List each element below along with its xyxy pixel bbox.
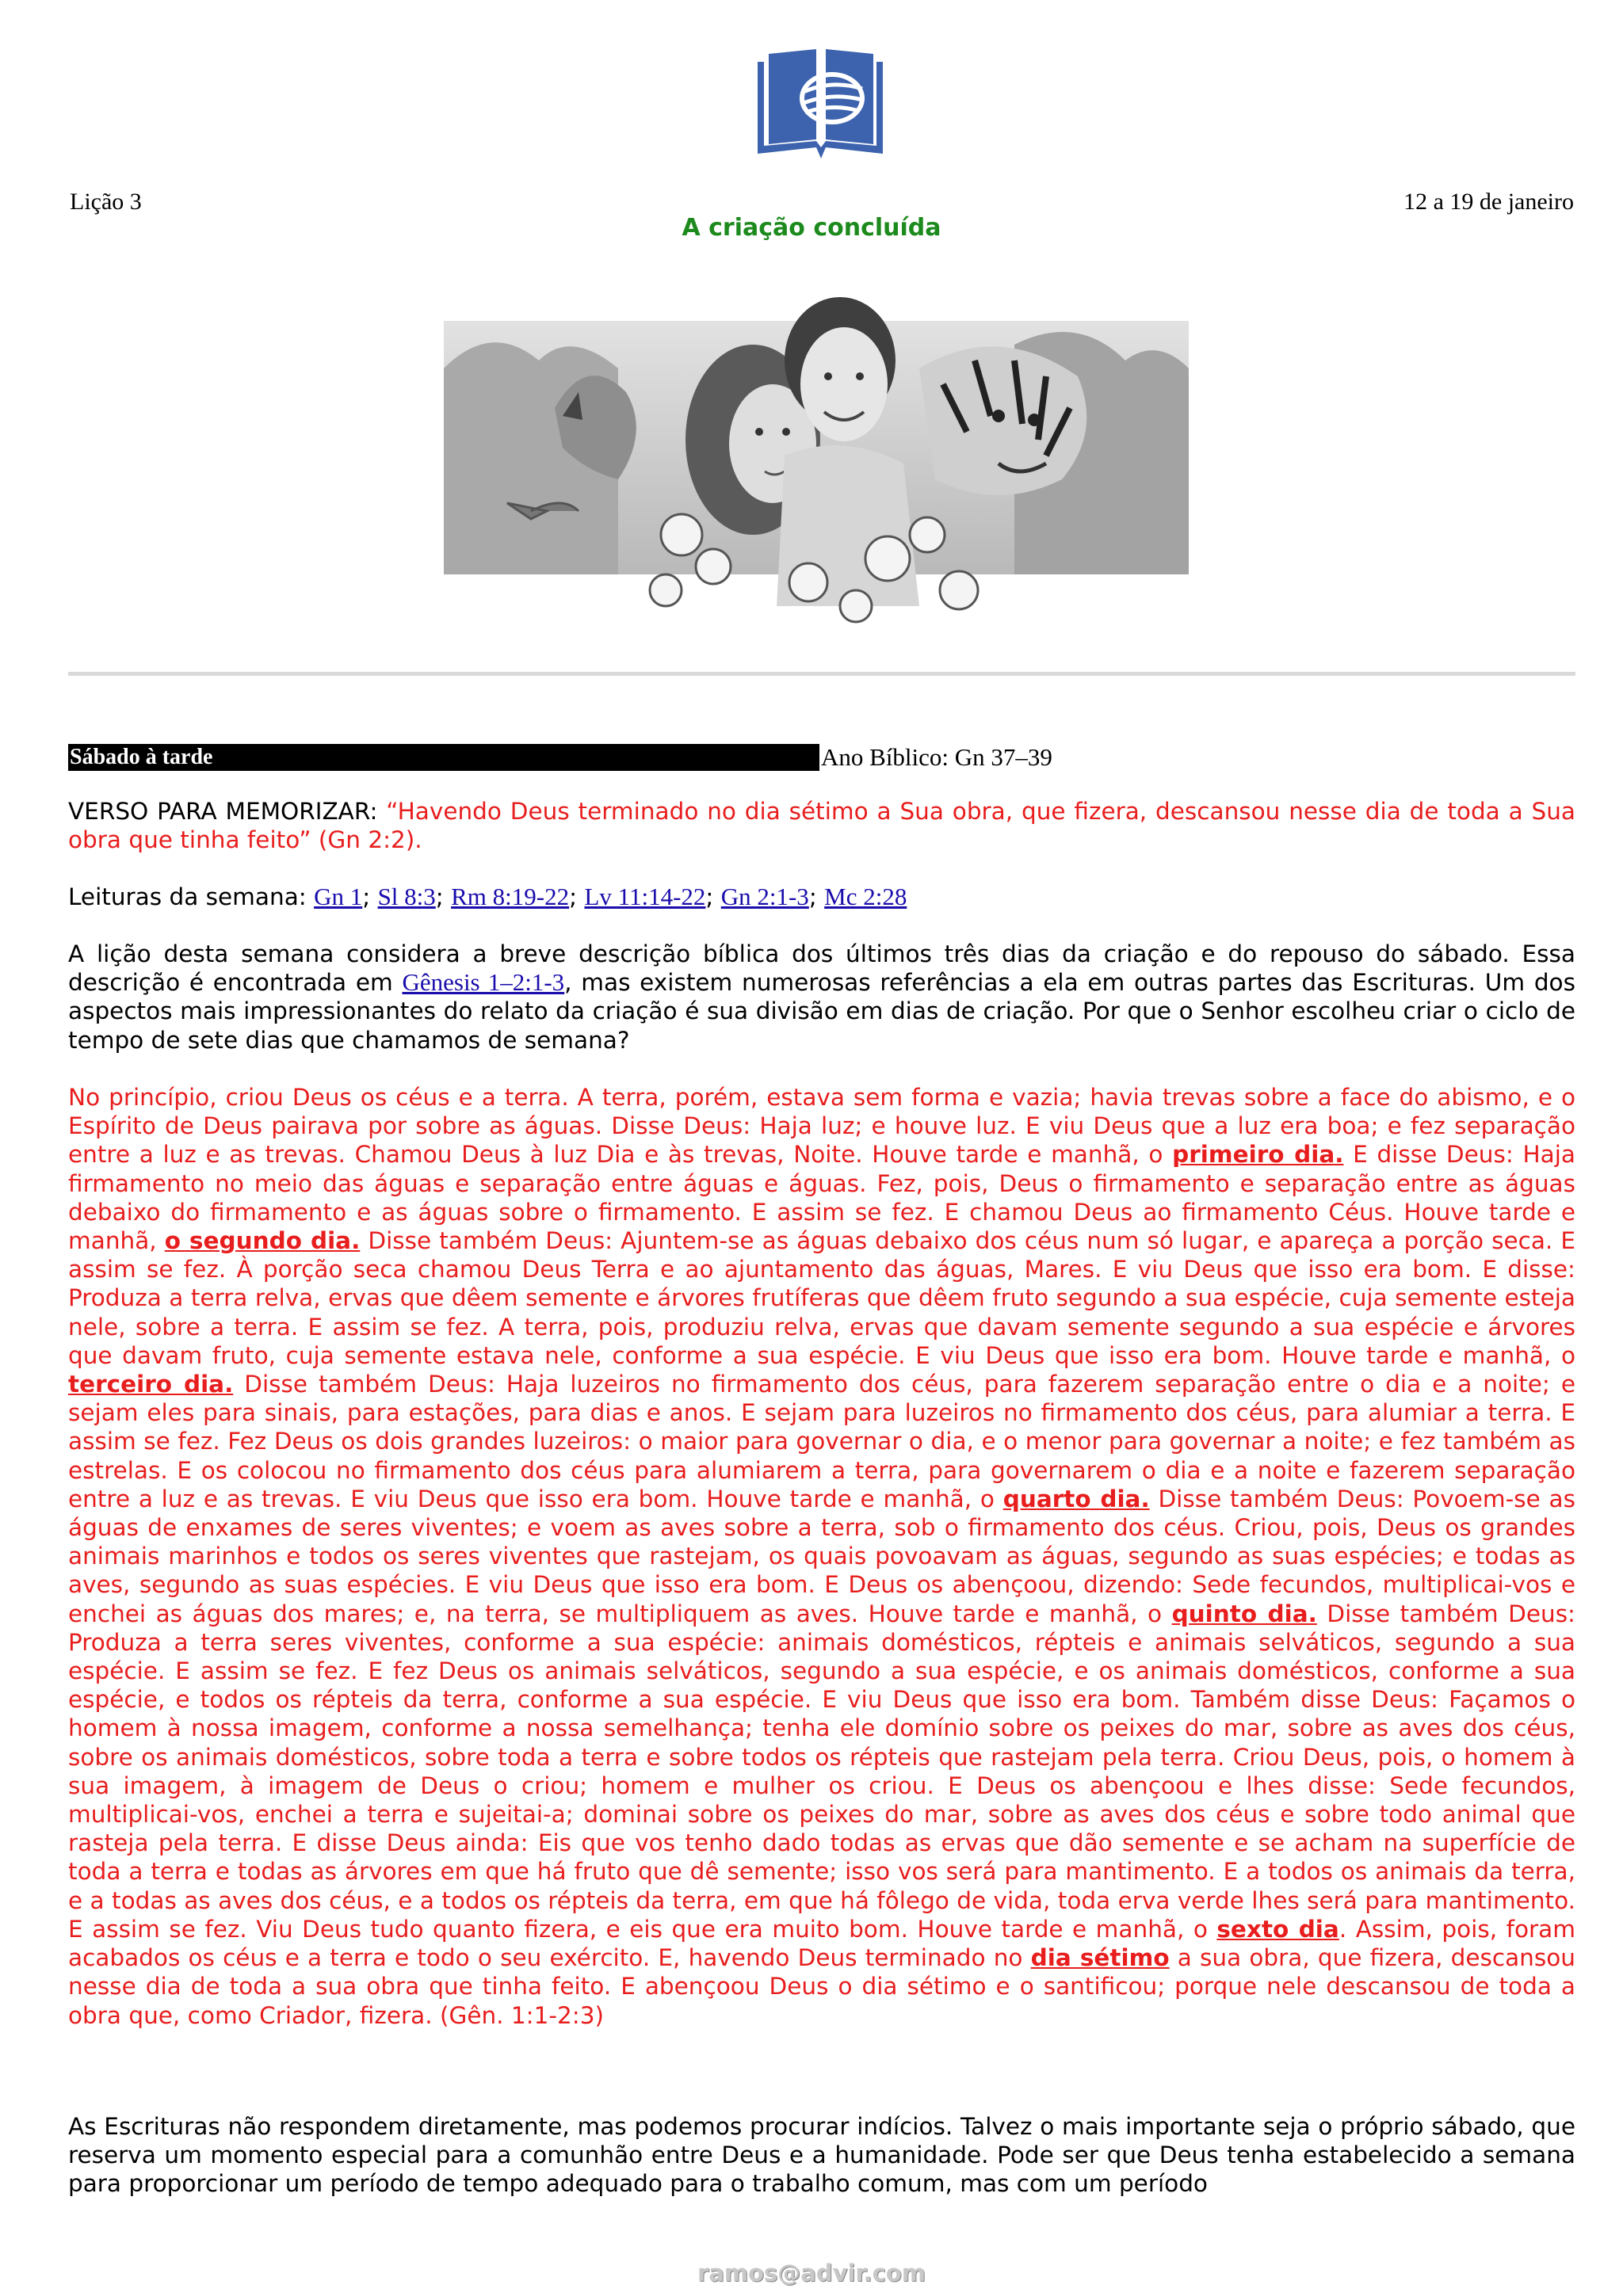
day-highlight-6: sexto dia	[1216, 1915, 1339, 1943]
reading-link[interactable]: Rm 8:19-22	[451, 883, 570, 910]
section-divider	[68, 672, 1575, 676]
day-heading: Sábado à tarde	[68, 744, 819, 771]
day-highlight-4: quarto dia.	[1002, 1485, 1150, 1512]
day-highlight-1: primeiro dia.	[1172, 1141, 1344, 1169]
passage-text: Disse também Deus: Haja luzeiros no firmamento dos céus, para fazerem separação entre o dia e a noite; e sejam eles para sinais, para estações, para dias e anos. E sejam para luzeiros no firmamento dos céus, para alumiar a terra. E assim se fez. Fez Deus os dois grandes luzeiros: o maior para governar o dia, e o menor para governar a noite; e fez também as estrelas. E os colocou no firmamento dos céus para alumiarem a terra, para governarem o dia e a noite e fazerem separação entre a luz e as trevas. E viu Deus que isso era bom. Houve tarde e manhã, o	[68, 1371, 1575, 1512]
weekly-readings: Leituras da semana: Gn 1; Sl 8:3; Rm 8:19-22; Lv 11:14-22; Gn 2:1-3; Mc 2:28	[68, 883, 907, 910]
reading-link[interactable]: Sl 8:3	[377, 883, 436, 910]
passage-text: Disse também Deus: Povoem-se as águas de enxames de seres viventes; e voem as aves sobre a terra, sob o firmamento dos céus. Criou, pois, Deus os grandes animais marinhos e todos os seres viventes que rastejam, os quais povoavam as águas, segundo as suas espécies; e todas as aves, segundo as suas espécies. E viu Deus que isso era bom. E Deus os abençoou, dizendo: Sede fecundos, multiplicai-vos e enchei as águas dos mares; e, na terra, se multipliquem as aves. Houve tarde e manhã, o	[68, 1485, 1575, 1627]
passage-text: . Assim, pois, foram acabados os céus e a terra e todo o seu exército. E, havendo Deus terminado no	[68, 1915, 1575, 1972]
passage-text: Disse também Deus: Ajuntem-se as águas debaixo dos céus num só lugar, e apareça a porção seca. E assim se fez. À porção seca chamou Deus Terra e ao ajuntamento das águas, Mares. E viu Deus que isso era bom. E disse: Produza a terra relva, ervas que dêem semente e árvores frutíferas que dêem fruto segundo a sua espécie, cuja semente esteja nele, sobre a terra. E assim se fez. A terra, pois, produziu relva, ervas que davam semente segundo a sua espécie e árvores que davam fruto, cuja semente estava nele, conforme a sua espécie. E viu Deus que isso era bom. Houve tarde e manhã, o	[68, 1227, 1575, 1369]
open-book-bible-logo-icon	[753, 48, 888, 158]
reading-link[interactable]: Gn 1	[314, 883, 363, 910]
lesson-dates: 12 a 19 de janeiro	[1403, 189, 1574, 215]
day-highlight-7: dia sétimo	[1030, 1944, 1170, 1972]
intro-text: A lição desta semana considera a breve descrição bíblica dos últimos três dias da criação e do repouso do sábado. Essa descrição é encontrada em	[68, 940, 1575, 997]
day-highlight-5: quinto dia.	[1171, 1600, 1317, 1627]
intro-paragraph	[68, 940, 1575, 1055]
passage-text: Disse também Deus: Produza a terra seres viventes, conforme a sua espécie: animais domésticos, répteis e animais selváticos, segundo a sua espécie. E assim se fez. E fez Deus os animais selváticos, segundo a sua espécie, e os animais domésticos, conforme a sua espécie, e todos os répteis da terra, conforme a sua espécie. E viu Deus que isso era bom. Também disse Deus: Façamos o homem à nossa imagem, conforme a nossa semelhança; tenha ele domínio sobre os peixes do mar, sobre as aves dos céus, sobre os animais domésticos, sobre toda a terra e sobre todos os répteis que rastejam pela terra. Criou Deus, pois, o homem à sua imagem, à imagem de Deus o criou; homem e mulher os criou. E Deus os abençoou e lhes disse: Sede fecundos, multiplicai-vos, enchei a terra e sujeitai-a; dominai sobre os peixes do mar, sobre as aves dos céus e sobre todo animal que rasteja pela terra. E disse Deus ainda: Eis que vos tenho dado todas as ervas que dão semente e se acham na superfície de toda a terra e todas as árvores em que há fruto que dê semente; isso vos será para mantimento. E a todos os animais da terra, e a todas as aves dos céus, e a todos os répteis da terra, em que há fôlego de vida, toda erva verde lhes será para mantimento. E assim se fez. Viu Deus tudo quanto fizera, e eis que era muito bom. Houve tarde e manhã, o	[68, 1600, 1576, 1943]
reading-link[interactable]: Mc 2:28	[824, 883, 907, 910]
intro-text: , mas existem numerosas referências a ela em outras partes das Escrituras. Um dos aspectos mais impressionantes do relato da criação é sua divisão em dias de criação. Por que o Senhor escolheu criar o ciclo de tempo de sete dias que chamamos de semana?	[68, 969, 1575, 1054]
day-highlight-2: o segundo dia.	[164, 1227, 361, 1255]
reading-link[interactable]: Gn 2:1-3	[720, 883, 809, 910]
day-highlight-3: terceiro dia.	[68, 1371, 234, 1398]
annual-bible-reading: Ano Bíblico: Gn 37–39	[821, 743, 1052, 771]
lesson-title: A criação concluída	[682, 214, 941, 242]
reading-link[interactable]: Lv 11:14-22	[584, 883, 706, 910]
genesis-passage	[68, 1083, 1575, 2030]
lesson-number: Lição 3	[70, 189, 142, 215]
memory-verse-text: “Havendo Deus terminado no dia sétimo a Sua obra, que fizera, descansou nesse dia de toda a Sua obra que tinha feito” (Gn 2:2).	[68, 798, 1576, 854]
passage-text: a sua obra, que fizera, descansou nesse dia de toda a sua obra que tinha feito. E abençoou Deus o dia sétimo e o santificou; porque nele descansou de toda a obra que, como Criador, fizera. (Gên. 1:1-2:3)	[68, 1944, 1575, 2029]
genesis-reference-link[interactable]: Gênesis 1–2:1-3	[402, 968, 565, 997]
memory-verse	[68, 797, 1575, 854]
passage-text: No princípio, criou Deus os céus e a terra. A terra, porém, estava sem forma e vazia; havia trevas sobre a face do abismo, e o Espírito de Deus pairava por sobre as águas. Disse Deus: Haja luz; e houve luz. E viu Deus que a luz era boa; e fez separação entre a luz e as trevas. Chamou Deus à luz Dia e às trevas, Noite. Houve tarde e manhã, o	[68, 1084, 1575, 1169]
memory-verse-label: VERSO PARA MEMORIZAR:	[68, 798, 387, 825]
passage-text: E disse Deus: Haja firmamento no meio das águas e separação entre águas e águas. Fez, pois, Deus o firmamento e separação entre as águas debaixo do firmamento e as águas sobre o firmamento. E assim se fez. E chamou Deus ao firmamento Céus. Houve tarde e manhã,	[68, 1141, 1575, 1255]
adam-eve-creation-illustration-icon	[444, 273, 1189, 642]
closing-paragraph: As Escrituras não respondem diretamente, mas podemos procurar indícios. Talvez o mais importante seja o próprio sábado, que reserva um momento especial para a comunhão entre Deus e a humanidade. Pode ser que Deus tenha estabelecido a semana para proporcionar um período de tempo adequado para o trabalho comum, mas com um período	[68, 2113, 1575, 2198]
footer-email: ramos@advir.com	[697, 2260, 926, 2286]
weekly-readings-label: Leituras da semana:	[68, 883, 315, 910]
